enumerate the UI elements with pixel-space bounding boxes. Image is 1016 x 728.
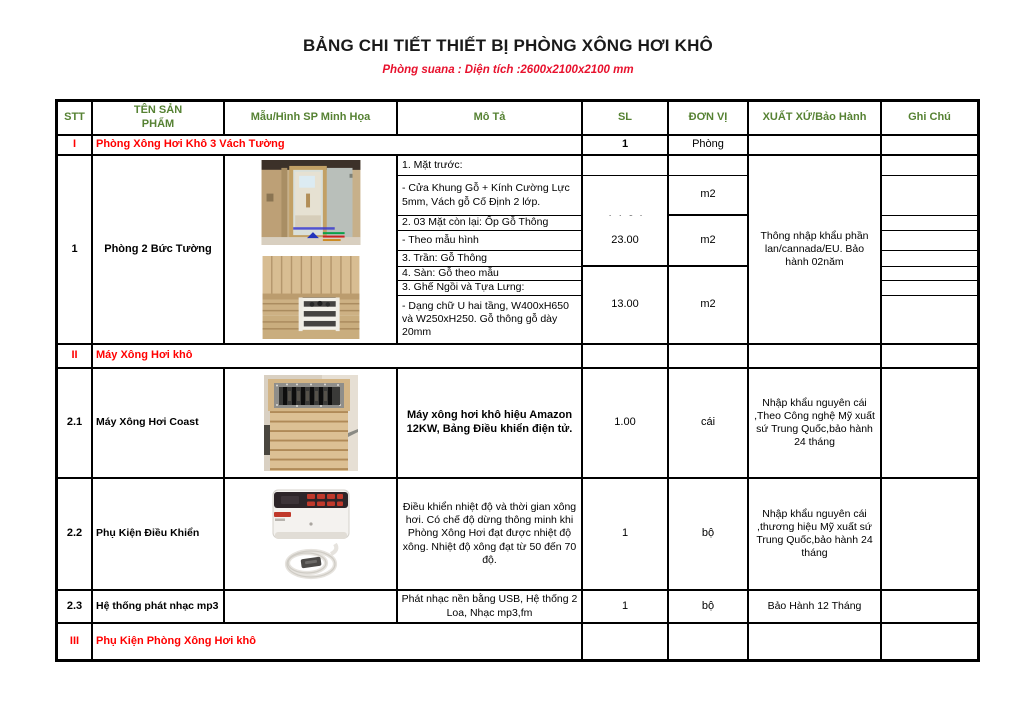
section1-origin-empty bbox=[749, 136, 882, 156]
item1-notes-empty bbox=[882, 267, 977, 281]
item22-description: Điều khiển nhiệt độ và thời gian xông hơi. Có chế độ dừng thông minh khi Phòng Xông Hơi đạt được nhiệt độ xông. Nhiệt độ xông đạt từ 50 đến 70 độ. bbox=[398, 479, 583, 591]
section1-title: Phòng Xông Hơi Khô 3 Vách Tường bbox=[93, 136, 583, 156]
section2-origin-empty bbox=[749, 345, 882, 369]
item21-unit: cái bbox=[669, 369, 749, 479]
item22-origin-warranty: Nhập khẩu nguyên cái ,thương hiệu Mỹ xuất sứ Trung Quốc,bảo hành 24 tháng bbox=[749, 479, 882, 591]
item1-desc-line: 3. Ghế Ngồi và Tựa Lưng: bbox=[398, 281, 583, 296]
section3-stt: III bbox=[58, 624, 93, 659]
item1-desc-line: 4. Sàn: Gỗ theo mẫu bbox=[398, 267, 583, 281]
col-header-unit: ĐƠN VỊ bbox=[669, 102, 749, 136]
control-panel-with-sensor-cable-photo bbox=[261, 484, 361, 584]
item1-notes-empty bbox=[882, 251, 977, 267]
item23-stt: 2.3 bbox=[58, 591, 93, 624]
item21-notes-empty bbox=[882, 369, 977, 479]
item1-notes-empty bbox=[882, 216, 977, 231]
item22-stt: 2.2 bbox=[58, 479, 93, 591]
item21-quantity: 1.00 bbox=[583, 369, 669, 479]
section3-notes-empty bbox=[882, 624, 977, 659]
col-header-product-name bbox=[93, 102, 225, 136]
equipment-table bbox=[55, 99, 980, 662]
item23-name: Hệ thống phát nhạc mp3 bbox=[93, 591, 225, 624]
item1-name: Phòng 2 Bức Tường bbox=[93, 156, 225, 345]
item1-notes-empty bbox=[882, 296, 977, 345]
item1-desc-line: 1. Mặt trước: bbox=[398, 156, 583, 176]
section2-stt: II bbox=[58, 345, 93, 369]
section3-quantity-empty bbox=[583, 624, 669, 659]
item22-name: Phụ Kiện Điều Khiển bbox=[93, 479, 225, 591]
item1-unit-bench: m2 bbox=[669, 267, 749, 345]
item21-description: Máy xông hơi khô hiệu Amazon 12KW, Bảng Điều khiển điện tử. bbox=[398, 369, 583, 479]
item1-desc-line: - Cửa Khung Gỗ + Kính Cường Lực 5mm, Vách gỗ Cố Định 2 lớp. bbox=[398, 176, 583, 216]
col-header-description: Mô Tả bbox=[398, 102, 583, 136]
section2-unit-empty bbox=[669, 345, 749, 369]
item22-image-cell bbox=[225, 479, 398, 591]
col-header-notes: Ghi Chú bbox=[882, 102, 977, 136]
page-title: BẢNG CHI TIẾT THIẾT BỊ PHÒNG XÔNG HƠI KHÔ bbox=[303, 36, 713, 55]
col-header-quantity: SL bbox=[583, 102, 669, 136]
item22-unit: bộ bbox=[669, 479, 749, 591]
item1-desc-line: - Dạng chữ U hai tầng, W400xH650 và W250xH250. Gỗ thông gỗ dày 20mm bbox=[398, 296, 583, 345]
item23-image-empty bbox=[225, 591, 398, 624]
item1-stt: 1 bbox=[58, 156, 93, 345]
item1-notes-empty bbox=[882, 281, 977, 296]
item1-image-cell bbox=[225, 156, 398, 345]
page-subtitle: Phòng suana : Diện tích :2600x2100x2100 mm bbox=[382, 64, 634, 76]
section3-unit-empty bbox=[669, 624, 749, 659]
item23-description: Phát nhạc nền bằng USB, Hệ thống 2 Loa, Nhạc mp3,fm bbox=[398, 591, 583, 624]
section2-quantity-empty bbox=[583, 345, 669, 369]
sauna-interior-bench-heater-photo bbox=[262, 256, 360, 339]
section3-origin-empty bbox=[749, 624, 882, 659]
col-header-sample-image: Mẫu/Hình SP Minh Họa bbox=[225, 102, 398, 136]
item1-notes-empty bbox=[882, 176, 977, 216]
item21-origin-warranty: Nhập khẩu nguyên cái ,Theo Công nghệ Mỹ xuất sứ Trung Quốc,bảo hành 24 tháng bbox=[749, 369, 882, 479]
item1-quantity-walls: 23.00 bbox=[583, 216, 669, 267]
item23-unit: bộ bbox=[669, 591, 749, 624]
sauna-heater-wood-box-photo bbox=[264, 375, 358, 471]
col-header-stt: STT bbox=[58, 102, 93, 136]
item21-name: Máy Xông Hơi Coast bbox=[93, 369, 225, 479]
item1-quantity-empty bbox=[583, 156, 669, 176]
item22-quantity: 1 bbox=[583, 479, 669, 591]
item1-desc-line: 3. Trần: Gỗ Thông bbox=[398, 251, 583, 267]
col-header-product-name-label: TÊN SẢN PHẨM bbox=[133, 104, 183, 130]
section1-notes-empty bbox=[882, 136, 977, 156]
item1-unit-walls: m2 bbox=[669, 216, 749, 267]
section3-title: Phụ Kiện Phòng Xông Hơi khô bbox=[93, 624, 583, 659]
item23-notes-empty bbox=[882, 591, 977, 624]
item1-notes-empty bbox=[882, 156, 977, 176]
item21-image-cell bbox=[225, 369, 398, 479]
item1-desc-line: 2. 03 Mặt còn lại: Ốp Gỗ Thông bbox=[398, 216, 583, 231]
section2-title: Máy Xông Hơi khô bbox=[93, 345, 583, 369]
section2-notes-empty bbox=[882, 345, 977, 369]
section1-unit: Phòng bbox=[669, 136, 749, 156]
item23-origin-warranty: Bảo Hành 12 Tháng bbox=[749, 591, 882, 624]
item1-origin-warranty: Thông nhập khẩu phần lan/cannada/EU. Bảo hành 02năm bbox=[749, 156, 882, 345]
item21-stt: 2.1 bbox=[58, 369, 93, 479]
item1-desc-line: - Theo mẫu hình bbox=[398, 231, 583, 251]
item1-notes-empty bbox=[882, 231, 977, 251]
sauna-room-glass-door-photo bbox=[261, 160, 361, 245]
section1-quantity: 1 bbox=[583, 136, 669, 156]
col-header-origin-warranty: XUẤT XỨ/Bảo Hành bbox=[749, 102, 882, 136]
section1-stt: I bbox=[58, 136, 93, 156]
item22-notes-empty bbox=[882, 479, 977, 591]
item1-unit-empty bbox=[669, 156, 749, 176]
item23-quantity: 1 bbox=[583, 591, 669, 624]
item1-unit-front: m2 bbox=[669, 176, 749, 216]
item1-quantity-bench: 13.00 bbox=[583, 267, 669, 345]
